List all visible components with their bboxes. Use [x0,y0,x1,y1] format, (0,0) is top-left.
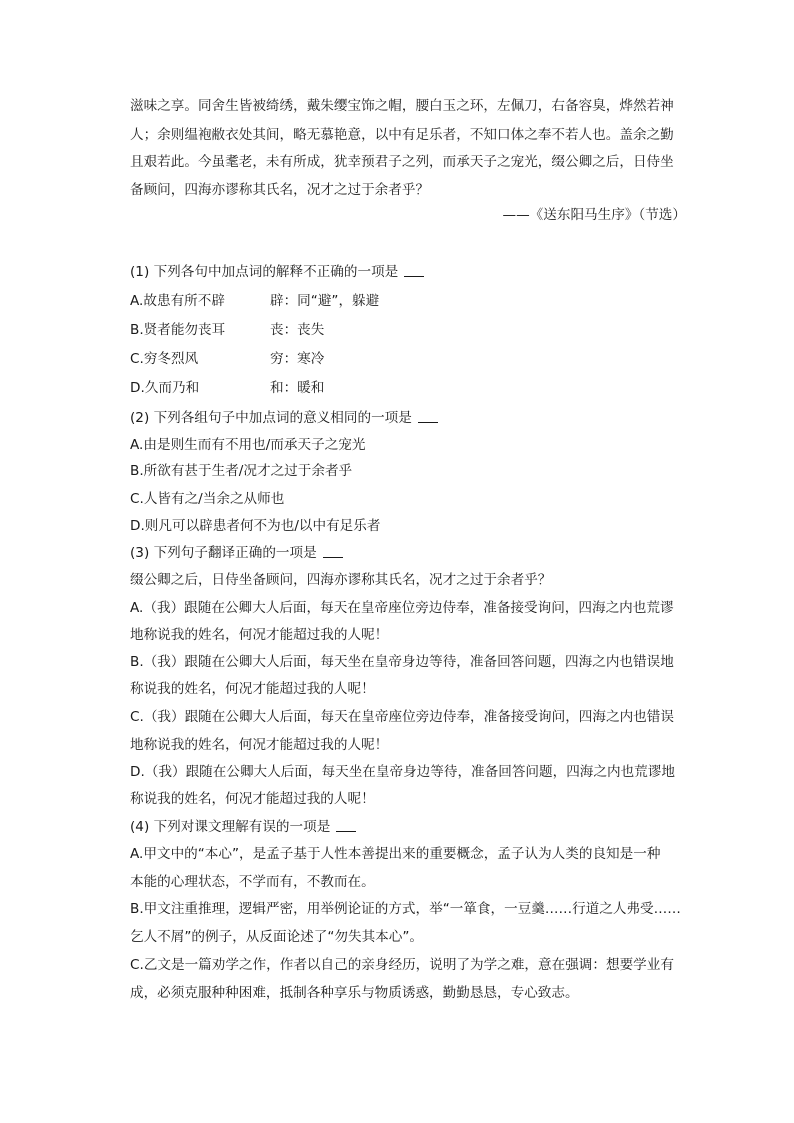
q3-option-line: 称说我的姓名，何况才能超过我的人呢！ [130,791,375,807]
q2-option-d: D.则凡可以辟患者何不为也/以中有足乐者 [130,518,381,534]
q3-option-line: 地称说我的姓名，何况才能超过我的人呢！ [130,627,389,643]
q3-option-line: A.（我）跟随在公卿大人后面，每天在皇帝座位旁边侍奉，准备接受询问，四海之内也荒谬 [130,600,674,616]
q3-option-line: 称说我的姓名，何况才能超过我的人呢！ [130,681,375,697]
answer-blank[interactable] [323,544,343,558]
q3-option-line: 地称说我的姓名，何况才能超过我的人呢！ [130,737,389,753]
q2-option-a: A.由是则生而有不用也/而承天子之宠光 [130,437,366,453]
q3-sentence: 缀公卿之后，日侍坐备顾问，四海亦谬称其氏名，况才之过于余者乎？ [130,572,552,588]
option-gloss: 辟：同“避”，躲避 [270,293,380,309]
q2-option-c: C.人皆有之/当余之从师也 [130,491,285,507]
q3-option-line: D.（我）跟随在公卿大人后面，每天坐在皇帝身边等待，准备回答问题，四海之内也荒谬地 [130,764,675,780]
q4-option-line: 本能的心理状态，不学而有，不教而在。 [130,874,375,890]
q4-stem-text: (4) 下列对课文理解有误的一项是 [130,819,331,835]
q3-stem-text: (3) 下列句子翻译正确的一项是 [130,545,317,561]
q4-option-line: 乞人不屑”的例子，从反面论述了“勿失其本心”。 [130,929,424,945]
q2-option-b: B.所欲有甚于生者/况才之过于余者乎 [130,463,353,479]
q4-option-line: A.甲文中的“本心”，是孟子基于人性本善提出来的重要概念，孟子认为人类的良知是一种 [130,846,661,862]
q2-stem-text: (2) 下列各组句子中加点词的意义相同的一项是 [130,410,412,426]
q4-option-line: B.甲文注重推理，逻辑严密，用举例论证的方式，举“一箪食，一豆羹……行道之人弗受…… [130,901,681,917]
passage-line: 备顾问，四海亦谬称其氏名，况才之过于余者乎？ [130,182,430,198]
option-phrase: C.穷冬烈风 [130,351,199,367]
q1-option-c [130,349,324,369]
answer-blank[interactable] [404,263,424,277]
q1-option-a [130,291,379,311]
passage-source: ——《送东阳马生序》（节选） [502,207,686,223]
q4-option-line: C.乙文是一篇劝学之作，作者以自己的亲身经历，说明了为学之难，意在强调：想要学业有 [130,957,674,973]
q3-option-line: B.（我）跟随在公卿大人后面，每天坐在皇帝身边等待，准备回答问题，四海之内也错误地 [130,654,674,670]
q2-stem [130,408,438,428]
option-gloss: 和：暖和 [270,380,325,396]
passage-line: 且艰若此。今虽耄老，未有所成，犹幸预君子之列，而承天子之宠光，缀公卿之后，日侍坐 [130,154,674,170]
passage-line: 人；余则缊袍敝衣处其间，略无慕艳意，以中有足乐者，不知口体之奉不若人也。盖余之勤 [130,127,674,143]
q1-option-d [130,378,324,398]
option-gloss: 穷：寒冷 [270,351,325,367]
option-phrase: B.贤者能勿丧耳 [130,322,226,338]
q1-option-b [130,320,324,340]
q4-stem [130,817,356,837]
q1-stem-text: (1) 下列各句中加点词的解释不正确的一项是 [130,264,399,280]
option-phrase: A.故患有所不辟 [130,293,225,309]
q3-stem [130,543,343,563]
q3-option-line: C.（我）跟随在公卿大人后面，每天在皇帝座位旁边侍奉，准备接受询问，四海之内也错误 [130,709,674,725]
answer-blank[interactable] [418,409,438,423]
passage-line: 滋味之享。同舍生皆被绮绣，戴朱缨宝饰之帽，腰白玉之环，左佩刀，右备容臭，烨然若神 [130,98,674,114]
q4-option-line: 成，必须克服种种困难，抵制各种享乐与物质诱惑，勤勤恳恳，专心致志。 [130,985,579,1001]
q1-stem [130,262,424,282]
option-gloss: 丧：丧失 [270,322,325,338]
option-phrase: D.久而乃和 [130,380,200,396]
answer-blank[interactable] [336,818,356,832]
